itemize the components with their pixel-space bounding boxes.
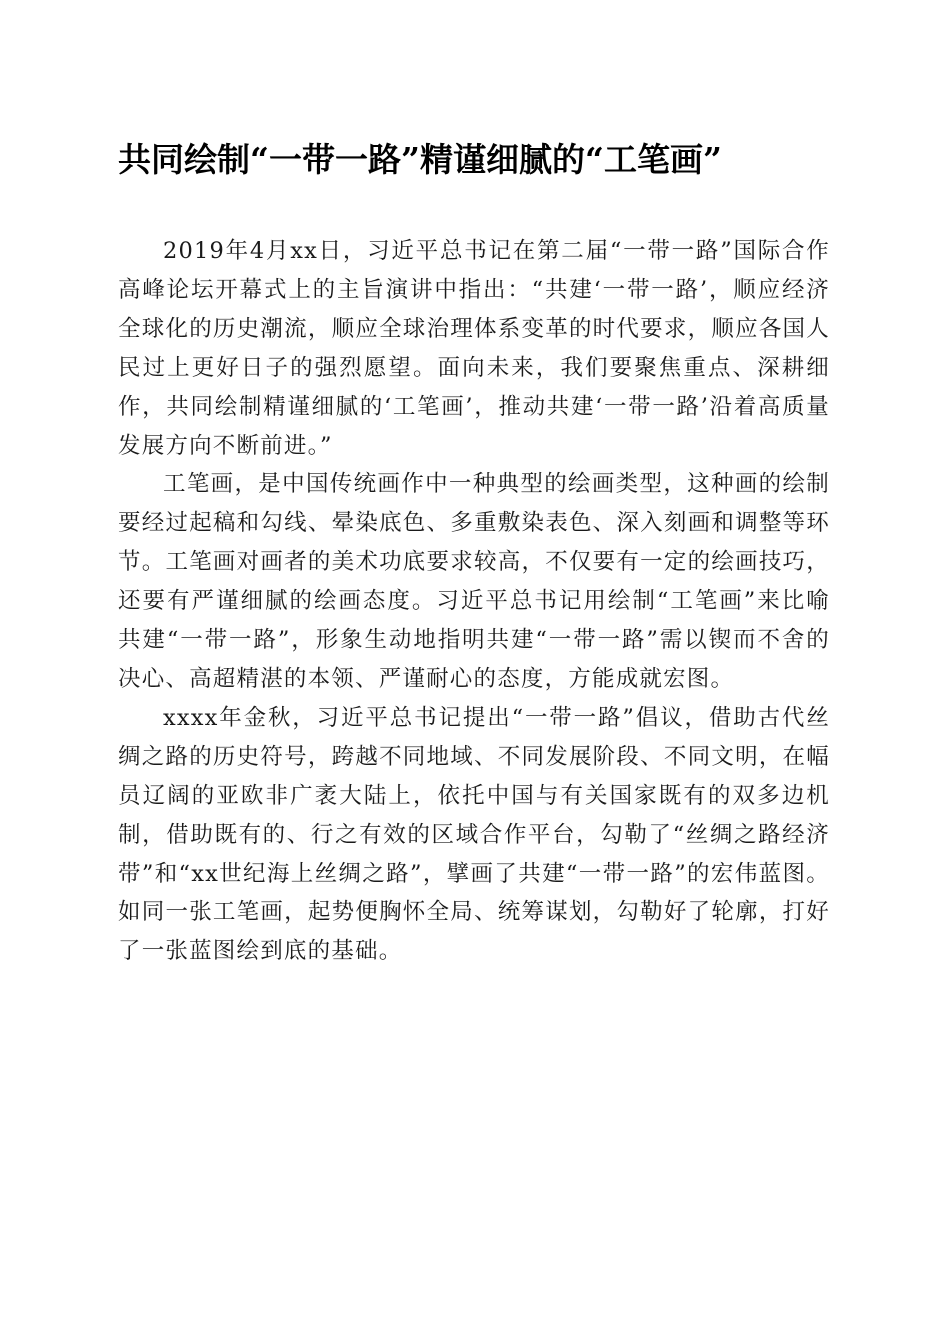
document-title: 共同绘制“一带一路”精谨细腻的“工笔画” bbox=[118, 140, 722, 179]
paragraph: 工笔画，是中国传统画作中一种典型的绘画类型，这种画的绘制要经过起稿和勾线、晕染底色、多重敷染表色、深入刻画和调整等环节。工笔画对画者的美术功底要求较高，不仅要有一定的绘画技巧，还要有严谨细腻的绘画态度。习近平总书记用绘制“工笔画”来比喻共建“一带一路”，形象生动地指明共建“一带一路”需以锲而不舍的决心、高超精湛的本领、严谨耐心的态度，方能成就宏图。 bbox=[118, 471, 830, 692]
document-body bbox=[118, 232, 830, 971]
paragraph: xxxx年金秋，习近平总书记提出“一带一路”倡议，借助古代丝绸之路的历史符号，跨越不同地域、不同发展阶段、不同文明，在幅员辽阔的亚欧非广袤大陆上，依托中国与有关国家既有的双多边机制，借助既有的、行之有效的区域合作平台，勾勒了“丝绸之路经济带”和“xx世纪海上丝绸之路”，擘画了共建“一带一路”的宏伟蓝图。如同一张工笔画，起势便胸怀全局、统筹谋划，勾勒好了轮廓，打好了一张蓝图绘到底的基础。 bbox=[118, 704, 830, 965]
paragraph: 2019年4月xx日，习近平总书记在第二届“一带一路”国际合作高峰论坛开幕式上的主旨演讲中指出：“共建‘一带一路’，顺应经济全球化的历史潮流，顺应全球治理体系变革的时代要求，顺应各国人民过上更好日子的强烈愿望。面向未来，我们要聚焦重点、深耕细作，共同绘制精谨细腻的‘工笔画’，推动共建‘一带一路’沿着高质量发展方向不断前进。” bbox=[118, 238, 830, 459]
